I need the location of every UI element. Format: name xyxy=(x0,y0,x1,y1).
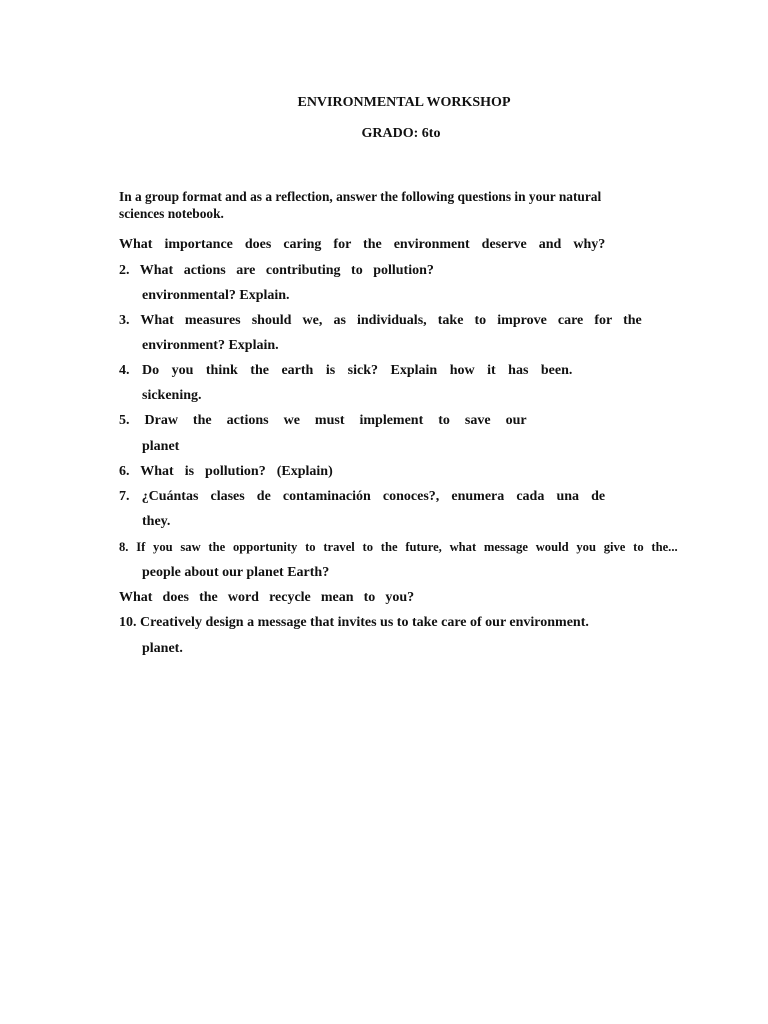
question-7-continuation: they. xyxy=(142,514,171,529)
question-1 xyxy=(119,236,625,254)
question-6: 6. What is pollution? (Explain) xyxy=(119,464,333,479)
question-5: 5. Draw the actions we must implement to save our xyxy=(119,413,527,428)
question-3-continuation: environment? Explain. xyxy=(142,338,279,353)
question-10: 10. Creatively design a message that invites us to take care of our environment. xyxy=(119,615,589,630)
question-9: What does the word recycle mean to you? xyxy=(119,590,415,605)
instructions-paragraph: In a group format and as a reflection, answer the following questions in your natural sciences notebook. xyxy=(119,189,602,221)
question-3: 3. What measures should we, as individuals, take to improve care for the xyxy=(119,313,642,328)
question-4: 4. Do you think the earth is sick? Explain how it has been. xyxy=(119,363,573,378)
question-4-continuation: sickening. xyxy=(142,388,202,403)
question-7: 7. ¿Cuántas clases de contaminación conoces?, enumera cada una de xyxy=(119,489,606,504)
document-title: ENVIRONMENTAL WORKSHOP xyxy=(297,95,511,110)
question-8-continuation: people about our planet Earth? xyxy=(142,565,330,580)
grade-label: GRADO: 6to xyxy=(361,126,441,141)
question-1-text: What importance does caring for the environment deserve and why? xyxy=(119,237,606,252)
question-2-continuation: environmental? Explain. xyxy=(142,288,290,303)
question-5-continuation: planet xyxy=(142,439,180,454)
question-2: 2. What actions are contributing to pollution? xyxy=(119,263,434,278)
question-8: 8. If you saw the opportunity to travel to the future, what message would you give to the... xyxy=(119,540,678,554)
question-10-continuation: planet. xyxy=(142,641,183,656)
